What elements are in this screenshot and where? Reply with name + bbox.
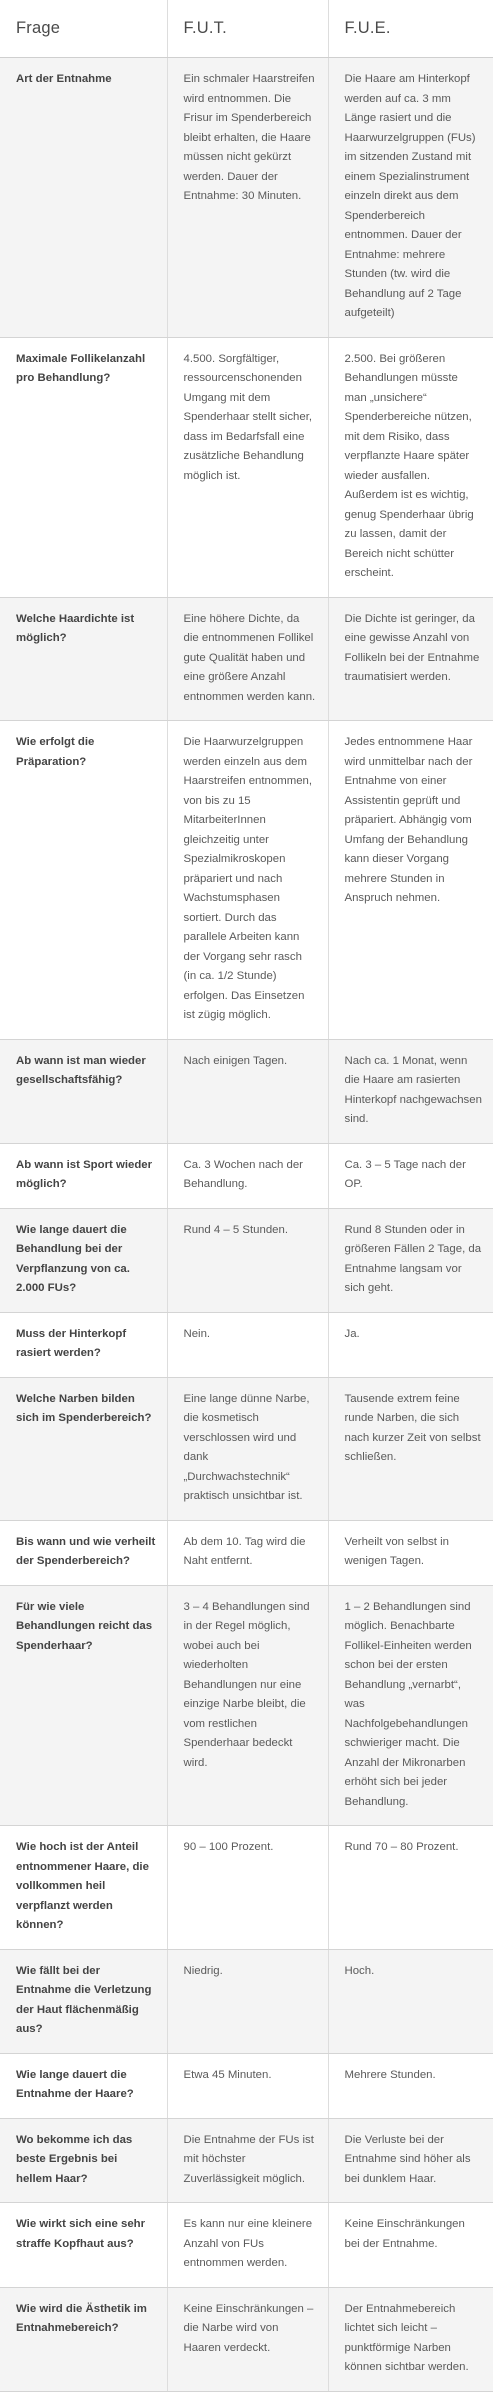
header-fue: F.U.E. xyxy=(328,0,493,58)
fut-cell: 4.500. Sorgfältiger, ressourcenschonenden Umgang mit dem Spenderhaar stellt sicher, dass im Bedarfsfall eine zusätzliche Behandlung möglich ist. xyxy=(167,337,328,597)
table-row xyxy=(0,2203,493,2288)
table-row xyxy=(0,2053,493,2118)
table-row xyxy=(0,1826,493,1950)
fue-cell: Hoch. xyxy=(328,1949,493,2053)
question-cell: Wie hoch ist der Anteil entnommener Haare, die vollkommen heil verpflanzt werden können? xyxy=(0,1826,167,1950)
fut-cell: Es kann nur eine kleinere Anzahl von FUs entnommen werden. xyxy=(167,2203,328,2288)
table-row xyxy=(0,1208,493,1312)
question-cell: Wie wirkt sich eine sehr straffe Kopfhaut aus? xyxy=(0,2203,167,2288)
fut-cell: Nach einigen Tagen. xyxy=(167,1039,328,1143)
fut-cell: Etwa 45 Minuten. xyxy=(167,2053,328,2118)
fut-cell: Ein schmaler Haarstreifen wird entnommen. Die Frisur im Spenderbereich bleibt erhalten, die Haare müssen nicht gekürzt werden. Dauer der Entnahme: 30 Minuten. xyxy=(167,58,328,338)
fue-cell: Rund 70 – 80 Prozent. xyxy=(328,1826,493,1950)
table-row xyxy=(0,1143,493,1208)
fue-cell: Tausende extrem feine runde Narben, die sich nach kurzer Zeit von selbst schließen. xyxy=(328,1377,493,1520)
table-row xyxy=(0,1520,493,1585)
table-header xyxy=(0,0,493,58)
question-cell: Welche Haardichte ist möglich? xyxy=(0,597,167,721)
fue-cell: Die Haare am Hinterkopf werden auf ca. 3 mm Länge rasiert und die Haarwurzelgruppen (FUs) im sitzenden Zustand mit einem Spezialinstrument einzeln direkt aus dem Spenderbereich entnommen. Dauer der Entnahme: mehrere Stunden (tw. wird die Behandlung auf 2 Tage aufgeteilt) xyxy=(328,58,493,338)
question-cell: Muss der Hinterkopf rasiert werden? xyxy=(0,1312,167,1377)
table-body xyxy=(0,58,493,2392)
fut-cell: 90 – 100 Prozent. xyxy=(167,1826,328,1950)
question-cell: Wie erfolgt die Präparation? xyxy=(0,721,167,1040)
table-row xyxy=(0,1949,493,2053)
fut-cell: Ca. 3 Wochen nach der Behandlung. xyxy=(167,1143,328,1208)
table-row xyxy=(0,58,493,338)
fut-cell: Rund 4 – 5 Stunden. xyxy=(167,1208,328,1312)
fue-cell: Die Dichte ist geringer, da eine gewisse Anzahl von Follikeln bei der Entnahme traumatisiert werden. xyxy=(328,597,493,721)
question-cell: Wie wird die Ästhetik im Entnahmebereich? xyxy=(0,2287,167,2391)
fut-cell: Eine lange dünne Narbe, die kosmetisch verschlossen wird und dank „Durchwachstechnik“ praktisch unsichtbar ist. xyxy=(167,1377,328,1520)
question-cell: Welche Narben bilden sich im Spenderbereich? xyxy=(0,1377,167,1520)
fut-cell: Keine Einschränkungen – die Narbe wird von Haaren verdeckt. xyxy=(167,2287,328,2391)
fut-cell: Ab dem 10. Tag wird die Naht entfernt. xyxy=(167,1520,328,1585)
fut-cell: Die Entnahme der FUs ist mit höchster Zuverlässigkeit möglich. xyxy=(167,2118,328,2203)
fut-cell: Nein. xyxy=(167,1312,328,1377)
fue-cell: 2.500. Bei größeren Behandlungen müsste man „unsichere“ Spenderbereiche nützen, mit dem Risiko, dass verpflanzte Haare später wieder ausfallen. Außerdem ist es wichtig, genug Spenderhaar übrig zu lassen, damit der Bereich nicht schütter erscheint. xyxy=(328,337,493,597)
table-row xyxy=(0,1585,493,1826)
fue-cell: Rund 8 Stunden oder in größeren Fällen 2 Tage, da Entnahme langsam vor sich geht. xyxy=(328,1208,493,1312)
fue-cell: Ja. xyxy=(328,1312,493,1377)
question-cell: Für wie viele Behandlungen reicht das Spenderhaar? xyxy=(0,1585,167,1826)
table-row xyxy=(0,721,493,1040)
table-row xyxy=(0,1312,493,1377)
question-cell: Ab wann ist Sport wieder möglich? xyxy=(0,1143,167,1208)
table-row xyxy=(0,597,493,721)
question-cell: Wie lange dauert die Behandlung bei der Verpflanzung von ca. 2.000 FUs? xyxy=(0,1208,167,1312)
question-cell: Ab wann ist man wieder gesellschaftsfähig? xyxy=(0,1039,167,1143)
header-fut: F.U.T. xyxy=(167,0,328,58)
table-row xyxy=(0,1377,493,1520)
header-row xyxy=(0,0,493,58)
fue-cell: Die Verluste bei der Entnahme sind höher als bei dunklem Haar. xyxy=(328,2118,493,2203)
fue-cell: Nach ca. 1 Monat, wenn die Haare am rasierten Hinterkopf nachgewachsen sind. xyxy=(328,1039,493,1143)
question-cell: Bis wann und wie verheilt der Spenderbereich? xyxy=(0,1520,167,1585)
table-row xyxy=(0,1039,493,1143)
fue-cell: Ca. 3 – 5 Tage nach der OP. xyxy=(328,1143,493,1208)
fue-cell: Der Entnahmebereich lichtet sich leicht – punktförmige Narben können sichtbar werden. xyxy=(328,2287,493,2391)
table-row xyxy=(0,2118,493,2203)
header-question: Frage xyxy=(0,0,167,58)
question-cell: Wo bekomme ich das beste Ergebnis bei hellem Haar? xyxy=(0,2118,167,2203)
table-row xyxy=(0,2287,493,2391)
fut-cell: Eine höhere Dichte, da die entnommenen Follikel gute Qualität haben und eine größere Anzahl entnommen werden kann. xyxy=(167,597,328,721)
question-cell: Maximale Follikelanzahl pro Behandlung? xyxy=(0,337,167,597)
fut-cell: Niedrig. xyxy=(167,1949,328,2053)
table-row xyxy=(0,337,493,597)
fue-cell: Jedes entnommene Haar wird unmittelbar nach der Entnahme von einer Assistentin geprüft und präpariert. Abhängig vom Umfang der Behandlung kann dieser Vorgang mehrere Stunden in Anspruch nehmen. xyxy=(328,721,493,1040)
fue-cell: Keine Einschränkungen bei der Entnahme. xyxy=(328,2203,493,2288)
question-cell: Art der Entnahme xyxy=(0,58,167,338)
question-cell: Wie fällt bei der Entnahme die Verletzung der Haut flächenmäßig aus? xyxy=(0,1949,167,2053)
fut-cell: Die Haarwurzelgruppen werden einzeln aus dem Haarstreifen entnommen, von bis zu 15 MitarbeiterInnen gleichzeitig unter Spezialmikroskopen präpariert und nach Wachstumsphasen sortiert. Durch das parallele Arbeiten kann der Vorgang sehr rasch (in ca. 1/2 Stunde) erfolgen. Das Einsetzen ist zügig möglich. xyxy=(167,721,328,1040)
question-cell: Wie lange dauert die Entnahme der Haare? xyxy=(0,2053,167,2118)
fut-cell: 3 – 4 Behandlungen sind in der Regel möglich, wobei auch bei wiederholten Behandlungen nur eine einzige Narbe bleibt, die vom restlichen Spenderhaar bedeckt wird. xyxy=(167,1585,328,1826)
fue-cell: Verheilt von selbst in wenigen Tagen. xyxy=(328,1520,493,1585)
fue-cell: Mehrere Stunden. xyxy=(328,2053,493,2118)
fue-cell: 1 – 2 Behandlungen sind möglich. Benachbarte Follikel-Einheiten werden schon bei der ersten Behandlung „vernarbt“, was Nachfolgebehandlungen schwieriger macht. Die Anzahl der Mikronarben erhöht sich bei jeder Behandlung. xyxy=(328,1585,493,1826)
